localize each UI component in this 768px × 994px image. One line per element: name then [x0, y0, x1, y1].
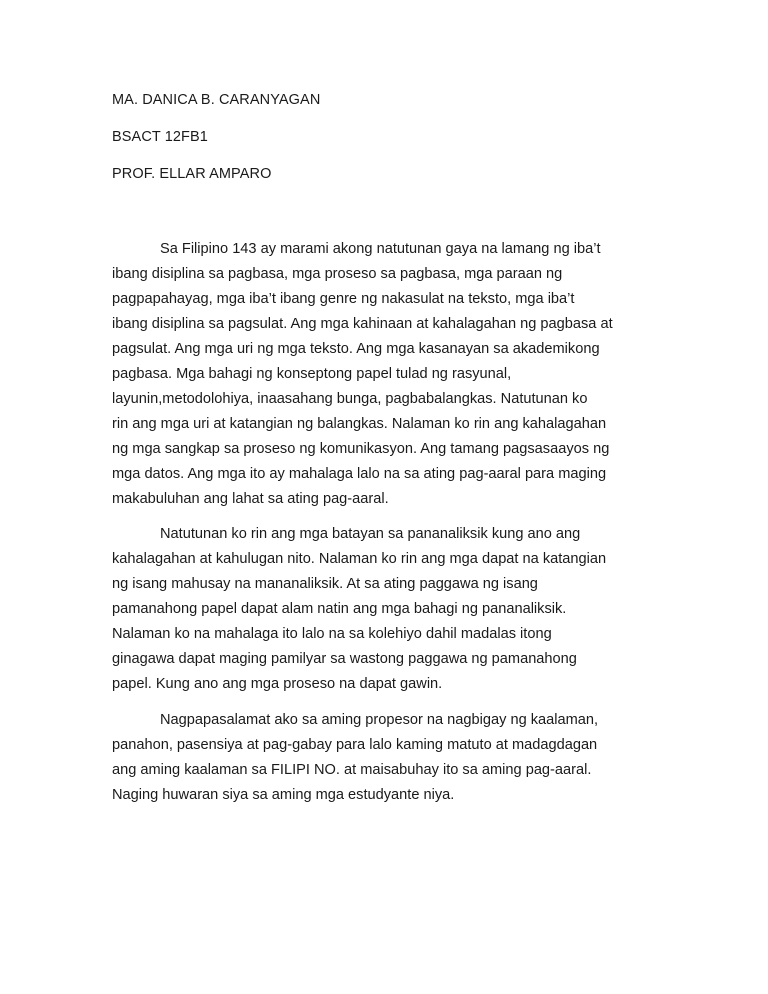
student-section: BSACT 12FB1 — [112, 129, 208, 145]
paragraph-line: ibang disiplina sa pagsulat. Ang mga kahinaan at kahalagahan ng pagbasa at — [112, 316, 613, 332]
professor-name: PROF. ELLAR AMPARO — [112, 166, 272, 182]
paragraph-line: ang aming kaalaman sa FILIPI NO. at maisabuhay ito sa aming pag-aaral. — [112, 762, 592, 778]
paragraph-line: Sa Filipino 143 ay marami akong natutunan gaya na lamang ng iba’t — [160, 241, 601, 257]
paragraph-line: papel. Kung ano ang mga proseso na dapat gawin. — [112, 676, 443, 692]
paragraph-line: pagpapahayag, mga iba’t ibang genre ng nakasulat na teksto, mga iba’t — [112, 291, 575, 307]
paragraph-line: makabuluhan ang lahat sa ating pag-aaral. — [112, 491, 389, 507]
paragraph-line: pagsulat. Ang mga uri ng mga teksto. Ang mga kasanayan sa akademikong — [112, 341, 600, 357]
paragraph-line: ginagawa dapat maging pamilyar sa wastong paggawa ng pamanahong — [112, 651, 577, 667]
paragraph-line: ibang disiplina sa pagbasa, mga proseso sa pagbasa, mga paraan ng — [112, 266, 563, 282]
paragraph-line: rin ang mga uri at katangian ng balangkas. Nalaman ko rin ang kahalagahan — [112, 416, 607, 432]
paragraph-line: layunin,metodolohiya, inaasahang bunga, pagbabalangkas. Natutunan ko — [112, 391, 588, 407]
paragraph-line: mga datos. Ang mga ito ay mahalaga lalo na sa ating pag-aaral para maging — [112, 466, 607, 482]
paragraph-line: ng mga sangkap sa proseso ng komunikasyon. Ang tamang pagsasaayos ng — [112, 441, 610, 457]
student-name: MA. DANICA B. CARANYAGAN — [112, 92, 321, 108]
paragraph-line: panahon, pasensiya at pag-gabay para lalo kaming matuto at madagdagan — [112, 737, 598, 753]
paragraph-line: kahalagahan at kahulugan nito. Nalaman ko rin ang mga dapat na katangian — [112, 551, 607, 567]
paragraph-line: pagbasa. Mga bahagi ng konseptong papel tulad ng rasyunal, — [112, 366, 512, 382]
paragraph-line: ng isang mahusay na mananaliksik. At sa ating paggawa ng isang — [112, 576, 538, 592]
paragraph-line: Natutunan ko rin ang mga batayan sa pananaliksik kung ano ang — [160, 526, 581, 542]
paragraph-line: pamanahong papel dapat alam natin ang mga bahagi ng pananaliksik. — [112, 601, 567, 617]
paragraph-line: Nalaman ko na mahalaga ito lalo na sa kolehiyo dahil madalas itong — [112, 626, 552, 642]
paragraph-line: Nagpapasalamat ako sa aming propesor na nagbigay ng kaalaman, — [160, 712, 599, 728]
paragraph-line: Naging huwaran siya sa aming mga estudyante niya. — [112, 787, 455, 803]
